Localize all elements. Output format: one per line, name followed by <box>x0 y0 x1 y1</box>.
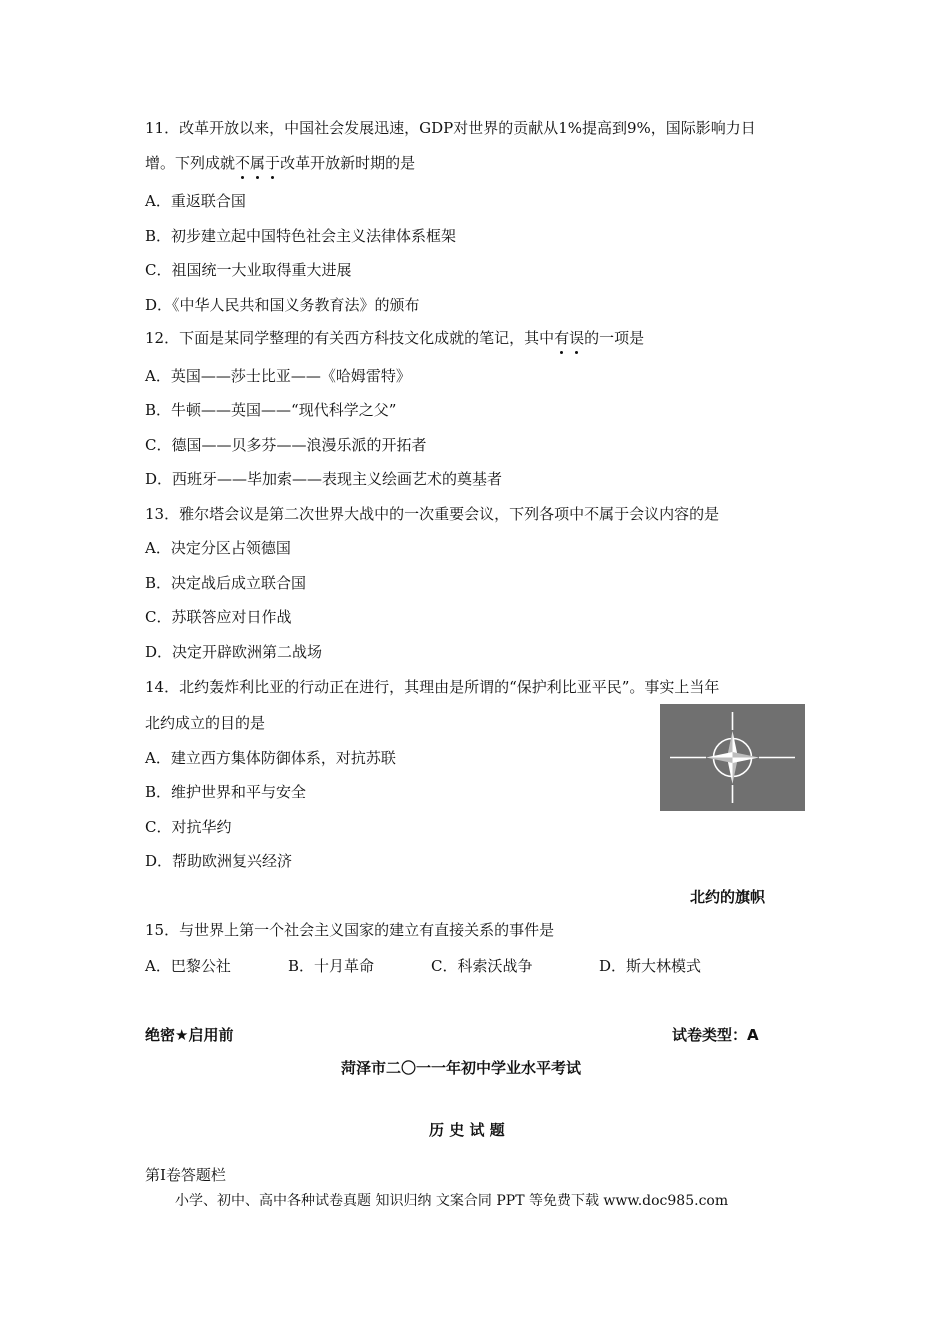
secret-label: 绝密★启用前 <box>145 1026 234 1044</box>
paper-type-label: 试卷类型：A <box>672 1026 759 1044</box>
q14-option-b: B．维护世界和平与安全 <box>145 783 307 801</box>
q11-option-c: C．祖国统一大业取得重大进展 <box>145 261 352 279</box>
q15-option-d: D．斯大林模式 <box>599 957 702 975</box>
q12-stem-text-b: 的一项是 <box>584 329 645 347</box>
q13-option-b: B．决定战后成立联合国 <box>145 574 307 592</box>
q11-emphasis-char: 于 <box>265 154 281 172</box>
q13-option-c: C．苏联答应对日作战 <box>145 608 292 626</box>
q13-option-d: D．决定开辟欧洲第二战场 <box>145 643 323 661</box>
subject-title: 历 史 试 题 <box>429 1121 505 1139</box>
q15-stem: 15．与世界上第一个社会主义国家的建立有直接关系的事件是 <box>145 921 555 939</box>
q14-option-c: C．对抗华约 <box>145 818 232 836</box>
q14-stem-line2: 北约成立的目的是 <box>145 714 266 732</box>
q11-emphasis-char: 不 <box>235 154 251 172</box>
q11-stem-line1: 11．改革开放以来，中国社会发展迅速，GDP对世界的贡献从1%提高到9%，国际影响力日 <box>145 119 756 137</box>
q12-option-c: C．德国——贝多芬——浪漫乐派的开拓者 <box>145 436 427 454</box>
q14-option-a: A．建立西方集体防御体系，对抗苏联 <box>145 749 396 767</box>
q12-option-d: D．西班牙——毕加索——表现主义绘画艺术的奠基者 <box>145 470 503 488</box>
q14-option-d: D．帮助欧洲复兴经济 <box>145 852 293 870</box>
q12-stem <box>145 328 644 348</box>
nato-flag-image <box>660 704 805 811</box>
q11-option-a: A．重返联合国 <box>145 192 246 210</box>
flag-caption: 北约的旗帜 <box>690 888 766 906</box>
q11-stem-line2 <box>145 153 415 173</box>
q15-option-c: C．科索沃战争 <box>431 957 533 975</box>
q13-stem: 13．雅尔塔会议是第二次世界大战中的一次重要会议，下列各项中不属于会议内容的是 <box>145 505 720 523</box>
footer-advert: 小学、初中、高中各种试卷真题 知识归纳 文案合同 PPT 等免费下载 www.doc985.com <box>175 1193 729 1209</box>
q14-stem-line1: 14．北约轰炸利比亚的行动正在进行，其理由是所谓的“保护利比亚平民”。事实上当年 <box>145 678 720 696</box>
exam-title: 菏泽市二〇一一年初中学业水平考试 <box>341 1059 582 1077</box>
q13-option-a: A．决定分区占领德国 <box>145 539 291 557</box>
q12-option-a: A．英国——莎士比亚——《哈姆雷特》 <box>145 367 411 385</box>
q12-stem-text-a: 12．下面是某同学整理的有关西方科技文化成就的笔记，其中 <box>145 329 555 347</box>
q11-option-b: B．初步建立起中国特色社会主义法律体系框架 <box>145 227 457 245</box>
q12-emphasis-char: 误 <box>569 329 585 347</box>
q11-stem-text-b: 改革开放新时期的是 <box>280 154 416 172</box>
nato-compass-rose-icon <box>660 704 805 811</box>
q11-stem-text-a: 增。下列成就 <box>145 154 236 172</box>
section-label: 第Ⅰ卷答题栏 <box>145 1166 226 1184</box>
q11-emphasis-char: 属 <box>250 154 266 172</box>
q15-option-b: B．十月革命 <box>288 957 375 975</box>
q15-option-a: A．巴黎公社 <box>145 957 231 975</box>
q12-emphasis-char: 有 <box>554 329 570 347</box>
q11-option-d: D．《中华人民共和国义务教育法》的颁布 <box>145 296 420 314</box>
q12-option-b: B．牛顿——英国——“现代科学之父” <box>145 401 397 419</box>
